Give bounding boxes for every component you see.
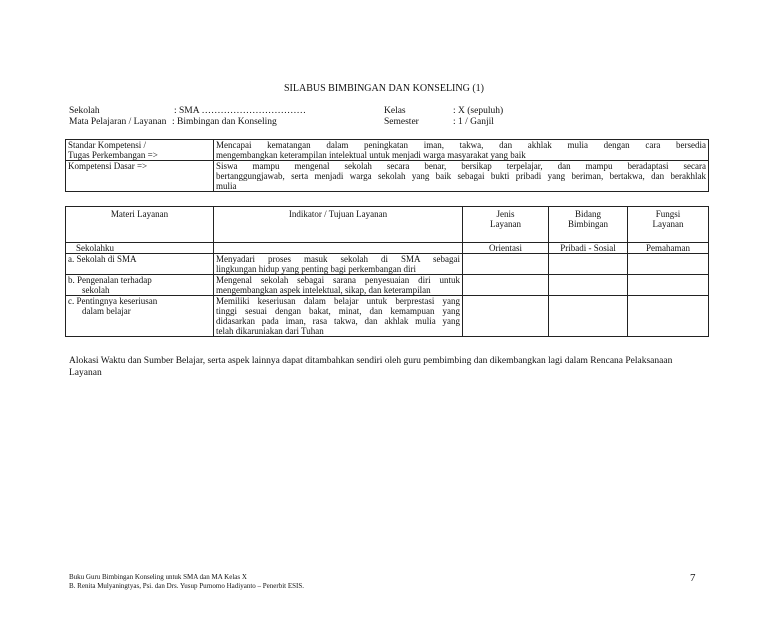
semester-label: Semester [384,117,419,127]
sk-text-line: Mencapai kematangan dalam peningkatan iman, takwa, dan akhlak mulia dengan cara bersedia [216,140,706,150]
mapel-label: Mata Pelajaran / Layanan [69,117,167,127]
row-jenis [463,254,549,275]
indikator-line: tinggi sesuai dengan bakat, minat, dan kemampuan yang [216,306,460,316]
kelas-label: Kelas [384,106,406,116]
row-fungsi [628,275,709,296]
sekolah-value: : SMA …………………………… [174,106,306,116]
indikator-line: lingkungan hidup yang penting bagi perkembangan diri [216,264,416,274]
kd-text-line: Siswa mampu mengenal sekolah secara benar, bersikap terpelajar, dan mampu beradaptasi secara [216,161,706,171]
kd-text-line: bertanggungjawab, serta menjadi warga sekolah yang baik sebagai bukti pribadi yang beriman, bertakwa, dan berakhlak [216,171,706,181]
header-indikator-text: Indikator / Tujuan Layanan [288,209,388,219]
indikator-line: didasarkan pada iman, rasa takwa, dan akhlak mulia yang [216,316,460,326]
row-materi [66,296,214,337]
row-materi [66,254,214,275]
header-fungsi [628,207,709,243]
header-jenis-line: Jenis [496,209,515,219]
syllabus-info [69,106,709,128]
indikator-line: Menyadari proses masuk sekolah di SMA sebagai [216,254,460,264]
table-header-row [66,207,709,243]
kd-text-line: mulia [216,181,237,191]
kelas-value: : X (sepuluh) [453,106,504,116]
header-fungsi-line: Layanan [652,219,684,229]
kompetensi-dasar-label [66,161,214,192]
kompetensi-dasar-text [214,161,709,192]
header-indikator [214,207,463,243]
table-row [66,275,709,296]
allocation-line: Layanan [69,368,102,378]
standar-kompetensi-label [66,140,214,161]
materi-line: sekolah [82,285,110,295]
header-fungsi-line: Fungsi [655,209,681,219]
summary-indikator [214,243,463,254]
summary-jenis: Orientasi [463,243,549,254]
indikator-line: mengembangkan aspek intelektual, sikap, dan keterampilan [216,285,431,295]
header-bidang-line: Bimbingan [568,219,608,229]
sk-label-line: Tugas Perkembangan => [68,150,158,160]
row-jenis [463,275,549,296]
page-number: 7 [690,572,696,584]
mapel-value: : Bimbingan dan Konseling [172,117,277,127]
allocation-note [69,355,709,379]
header-jenis-line: Layanan [490,219,521,229]
table-row [66,254,709,275]
indikator-line: Memiliki keseriusan dalam belajar untuk berprestasi yang [216,296,460,306]
row-fungsi [628,296,709,337]
semester-value: : 1 / Ganjil [453,117,494,127]
materi-line: a. Sekolah di SMA [68,254,137,264]
row-indikator [214,275,463,296]
competency-table [65,139,709,192]
header-bidang-line: Bidang [575,209,601,219]
header-materi-text: Materi Layanan [110,209,169,219]
row-jenis [463,296,549,337]
table-row [66,243,709,254]
header-bidang [549,207,628,243]
row-materi [66,275,214,296]
summary-fungsi: Pemahaman [628,243,709,254]
service-table [65,206,709,337]
header-jenis [463,207,549,243]
kd-label-line: Kompetensi Dasar => [68,161,148,171]
footer [69,573,304,591]
row-bidang [549,275,628,296]
summary-materi: Sekolahku [66,243,214,254]
allocation-line: Alokasi Waktu dan Sumber Belajar, serta aspek lainnya dapat ditambahkan sendiri oleh guru pembimbing dan dikembangkan lagi dalam Rencana Pelaksanaan [69,356,673,366]
row-fungsi [628,254,709,275]
indikator-line: telah dikaruniakan dari Tuhan [216,326,324,336]
row-indikator [214,296,463,337]
materi-line: c. Pentingnya keseriusan [68,296,158,306]
standar-kompetensi-text [214,140,709,161]
row-bidang [549,254,628,275]
indikator-line: Mengenal sekolah sebagai sarana penyesuaian diri untuk [216,275,460,285]
sekolah-label: Sekolah [69,106,100,116]
footer-book-title: Buku Guru Bimbingan Konseling untuk SMA dan MA Kelas X [69,573,247,581]
row-indikator [214,254,463,275]
materi-line: b. Pengenalan terhadap [68,275,152,285]
table-row [66,296,709,337]
header-materi [66,207,214,243]
sk-text-line: mengembangkan keterampilan intelektual untuk menjadi warga masyarakat yang baik [216,150,526,160]
sk-label-line: Standar Kompetensi / [68,140,146,150]
materi-line: dalam belajar [82,306,131,316]
footer-authors: B. Renita Mulyaningtyas, Psi. dan Drs. Yusup Purnomo Hadiyanto – Penerbit ESIS. [69,582,305,590]
row-bidang [549,296,628,337]
summary-bidang: Pribadi - Sosial [549,243,628,254]
page-title: SILABUS BIMBINGAN DAN KONSELING (1) [284,83,484,94]
